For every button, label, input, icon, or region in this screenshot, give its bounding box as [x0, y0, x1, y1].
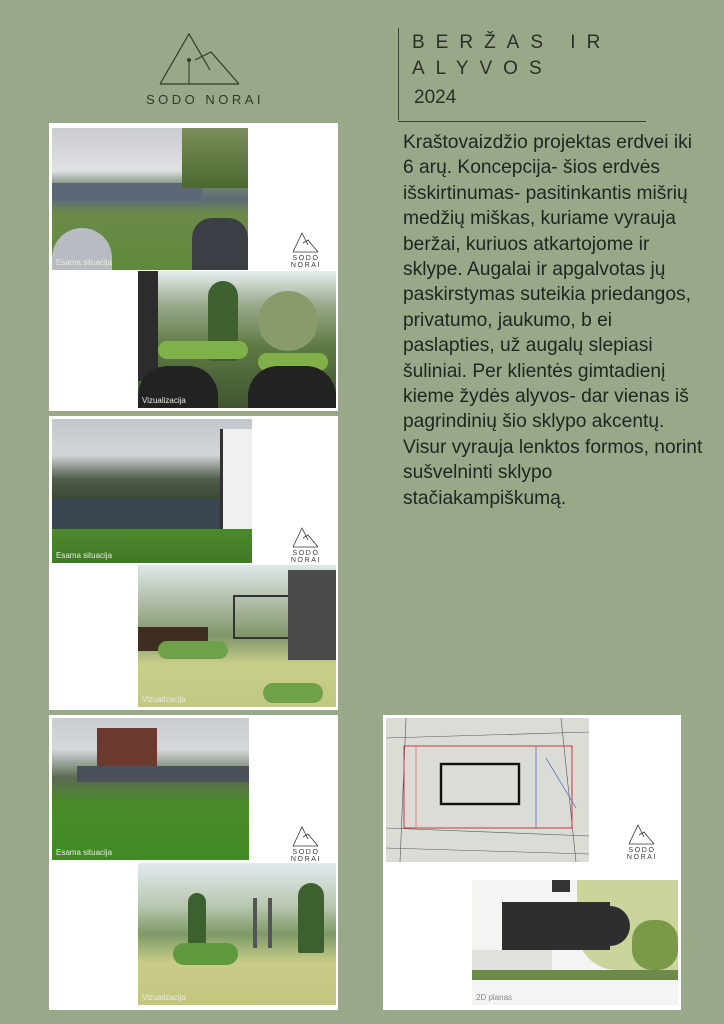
- photo-panel-2: [49, 416, 338, 710]
- photo-caption: Esama situacija: [56, 258, 113, 267]
- mini-logo: [278, 526, 334, 562]
- mini-logo-text: SODO NORAI: [626, 847, 658, 861]
- photo-caption: Vizualizacija: [142, 993, 186, 1002]
- house-mountain-icon: [292, 825, 320, 847]
- site-survey-drawing: [386, 718, 589, 862]
- brand-name: SODO NORAI: [145, 92, 265, 107]
- photo-panel-1: [49, 123, 338, 411]
- mini-logo-text: SODO NORAI: [290, 550, 322, 564]
- survey-lines-icon: [386, 718, 589, 862]
- visualization-1: [138, 271, 336, 408]
- mini-logo-text: SODO NORAI: [290, 255, 322, 269]
- photo-caption: Vizualizacija: [142, 396, 186, 405]
- plan-panel: [383, 715, 681, 1010]
- mini-logo: [614, 823, 670, 859]
- house-mountain-icon: [292, 526, 320, 548]
- photo-panel-3: [49, 715, 338, 1010]
- existing-photo-2: [52, 419, 252, 563]
- house-mountain-icon: [628, 823, 656, 845]
- page-title: [412, 30, 611, 82]
- photo-caption: 2D planas: [476, 993, 513, 1002]
- title-line-1: BERŽAS IR: [412, 32, 612, 53]
- existing-photo-3: [52, 718, 249, 860]
- house-mountain-icon: [292, 231, 320, 253]
- existing-photo-1: [52, 128, 248, 270]
- project-year: 2024: [414, 87, 457, 108]
- horizontal-divider: [398, 121, 646, 122]
- title-line-2: ALYVOS: [412, 58, 553, 79]
- brand-logo: [125, 30, 285, 112]
- visualization-3: [138, 863, 336, 1005]
- vertical-divider: [398, 28, 399, 120]
- photo-caption: Esama situacija: [56, 848, 113, 857]
- photo-caption: Esama situacija: [56, 551, 113, 560]
- mini-logo: [278, 825, 334, 861]
- visualization-2: [138, 565, 336, 707]
- mini-logo: [278, 231, 334, 267]
- project-description: Kraštovaizdžio projektas erdvei iki 6 arų. Koncepcija- šios erdvės išskirtinumas- pasitinkantis mišrių medžių miškas, kuriame vyrauja beržai, kuriuos atkartojome ir sklype. Augalai ir apgalvotas jų paskirstymas suteikia priedangos, privatumo, jaukumo, b ei paslapties, už augalų slepiasi šuliniai. Per klientės gimtadienį kieme žydės alyvos- dar vienas iš pagrindinių šio sklypo akcentų. Visur vyrauja lenktos formos, norint sušvelninti sklypo stačiakampiškumą.: [403, 132, 703, 509]
- plan-2d: [472, 880, 678, 1005]
- photo-caption: Vizualizacija: [142, 695, 186, 704]
- mini-logo-text: SODO NORAI: [290, 849, 322, 863]
- house-mountain-icon: [155, 30, 255, 86]
